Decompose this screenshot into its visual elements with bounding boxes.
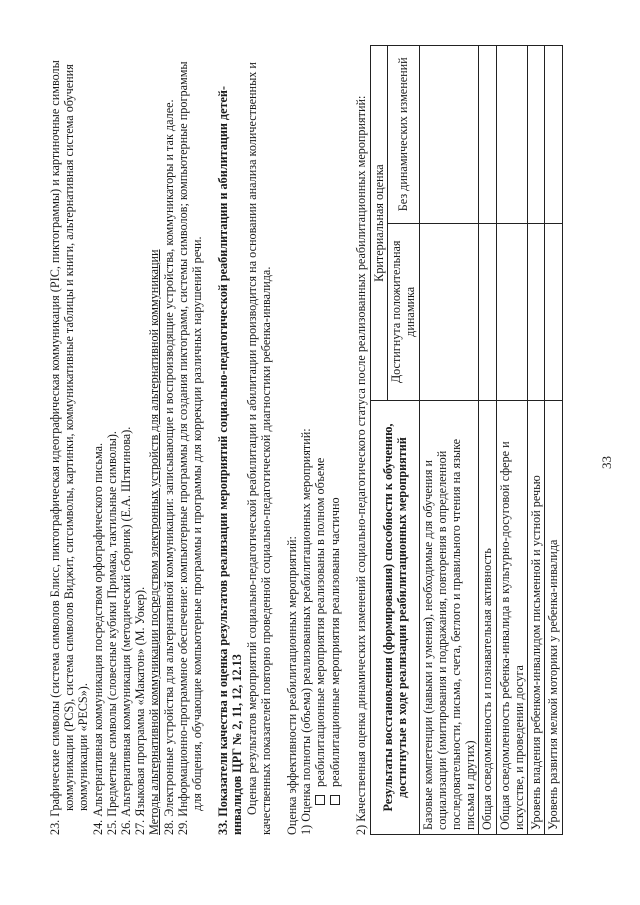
table-cell-empty[interactable] <box>545 223 562 401</box>
table-cell-empty[interactable] <box>496 223 527 401</box>
page-content <box>48 47 563 835</box>
table-header-results: Результаты восстановления (формирования) способности к обучению, достигнутые в ходе реализации реабилитационных мероприятий <box>371 401 420 835</box>
checkbox-icon[interactable] <box>330 795 340 805</box>
table-row <box>545 46 562 835</box>
list-item: 26. Альтернативная коммуникация (методический сборник) (Е.А. Штягинова). <box>119 426 134 835</box>
list-item: 28. Электронные устройства для альтернативной коммуникации: записывающие и воспроизводящие устройства, коммуникаторы и так далее. <box>161 99 176 835</box>
table-row <box>479 46 496 835</box>
list-item: 25. Предметные символы (словесные кубики Примака, тактильные символы). <box>104 431 119 835</box>
list-item: 29. Информационно-программное обеспечение: компьютерные программы для создания пиктограмм, системы символов; компьютерные программы для общения, обучающие компьютерные программы и программы для коррекции различных нарушений речи. <box>175 61 205 835</box>
table-cell: Общая осведомленность ребенка-инвалида в культурно-досуговой сфере и искусстве, и проведении досуга <box>496 401 527 835</box>
table-header-no-change: Без динамических изменений <box>388 46 419 224</box>
table-header-criteria: Критериальная оценка <box>371 46 388 401</box>
table-cell: Уровень владения ребенком-инвалидом письменной и устной речью <box>528 401 545 835</box>
table-cell-empty[interactable] <box>528 46 545 224</box>
checkbox-icon[interactable] <box>315 795 325 805</box>
table-cell-empty[interactable] <box>528 223 545 401</box>
section-title: 33. Показатели качества и оценка результатов реализации мероприятий социально-педагогической реабилитации и абилитации детей-инвалидов ЦРГ № 2, 11, 12, 12.13 <box>216 86 245 835</box>
table-row <box>528 46 545 835</box>
table-cell-empty[interactable] <box>419 46 479 224</box>
list-item: 27. Языковая программа «Макатон» (М. Уокер). <box>133 586 148 835</box>
table-cell: Базовые компетенции (навыки и умения), необходимые для обучения и социализации (имитирования и подражания, повторения в определенной последовательности, письма, счета, беглого и правильного чтения на языке письма и других) <box>419 401 479 835</box>
table-header-positive: Достигнута положительная динамика <box>388 223 419 401</box>
table-cell-empty[interactable] <box>496 46 527 224</box>
evaluation-table <box>370 45 562 835</box>
section-text: Оценка результатов мероприятий социально-педагогической реабилитации и абилитации производится на основании анализа количественных и качественных показателей повторно проведенной социально-педагогической диагностики ребенка-инвалида. <box>244 62 273 835</box>
items-methods-list <box>162 47 205 835</box>
table-cell: Общая осведомленность и познавательная активность <box>479 401 496 835</box>
table-row <box>419 46 479 835</box>
methods-heading: Методы альтернативной коммуникации посредством электронных устройств для альтернативной коммуникации <box>147 249 162 835</box>
table-cell: Уровень развития мелкой моторики у ребенка-инвалида <box>545 401 562 835</box>
table-row <box>496 46 527 835</box>
eval-heading: Оценка эффективности реабилитационных мероприятий: <box>285 536 300 835</box>
table-cell-empty[interactable] <box>479 46 496 224</box>
checkbox-row[interactable]: реабилитационные мероприятия реализованы в полном объеме <box>313 47 327 835</box>
list-item: 24. Альтернативная коммуникация посредством орфографического письма. <box>90 442 105 835</box>
table-cell-empty[interactable] <box>419 223 479 401</box>
items-top-list <box>48 47 147 835</box>
checkbox-row[interactable]: реабилитационные мероприятия реализованы частично <box>328 47 342 835</box>
page-number: 33 <box>599 456 614 469</box>
table-cell-empty[interactable] <box>479 223 496 401</box>
eval-item-2: 2) Качественная оценка динамических изменений социально-педагогического статуса после реализованных реабилитационных мероприятий: <box>353 95 368 835</box>
eval-item-1: 1) Оценка полноты (объема) реализованных реабилитационных мероприятий: <box>299 428 314 835</box>
list-item: 23. Графические символы (система символов Блисс, пиктографическая идеографическая коммуникация (PIC, пиктограммы) и картиночные символы коммуникации (PCS), система символов Виджит, сигсимволы, картинки, коммуникативные таблицы и книги, альтернативная система обучения коммуникации «PECS»). <box>48 60 91 835</box>
table-cell-empty[interactable] <box>545 46 562 224</box>
